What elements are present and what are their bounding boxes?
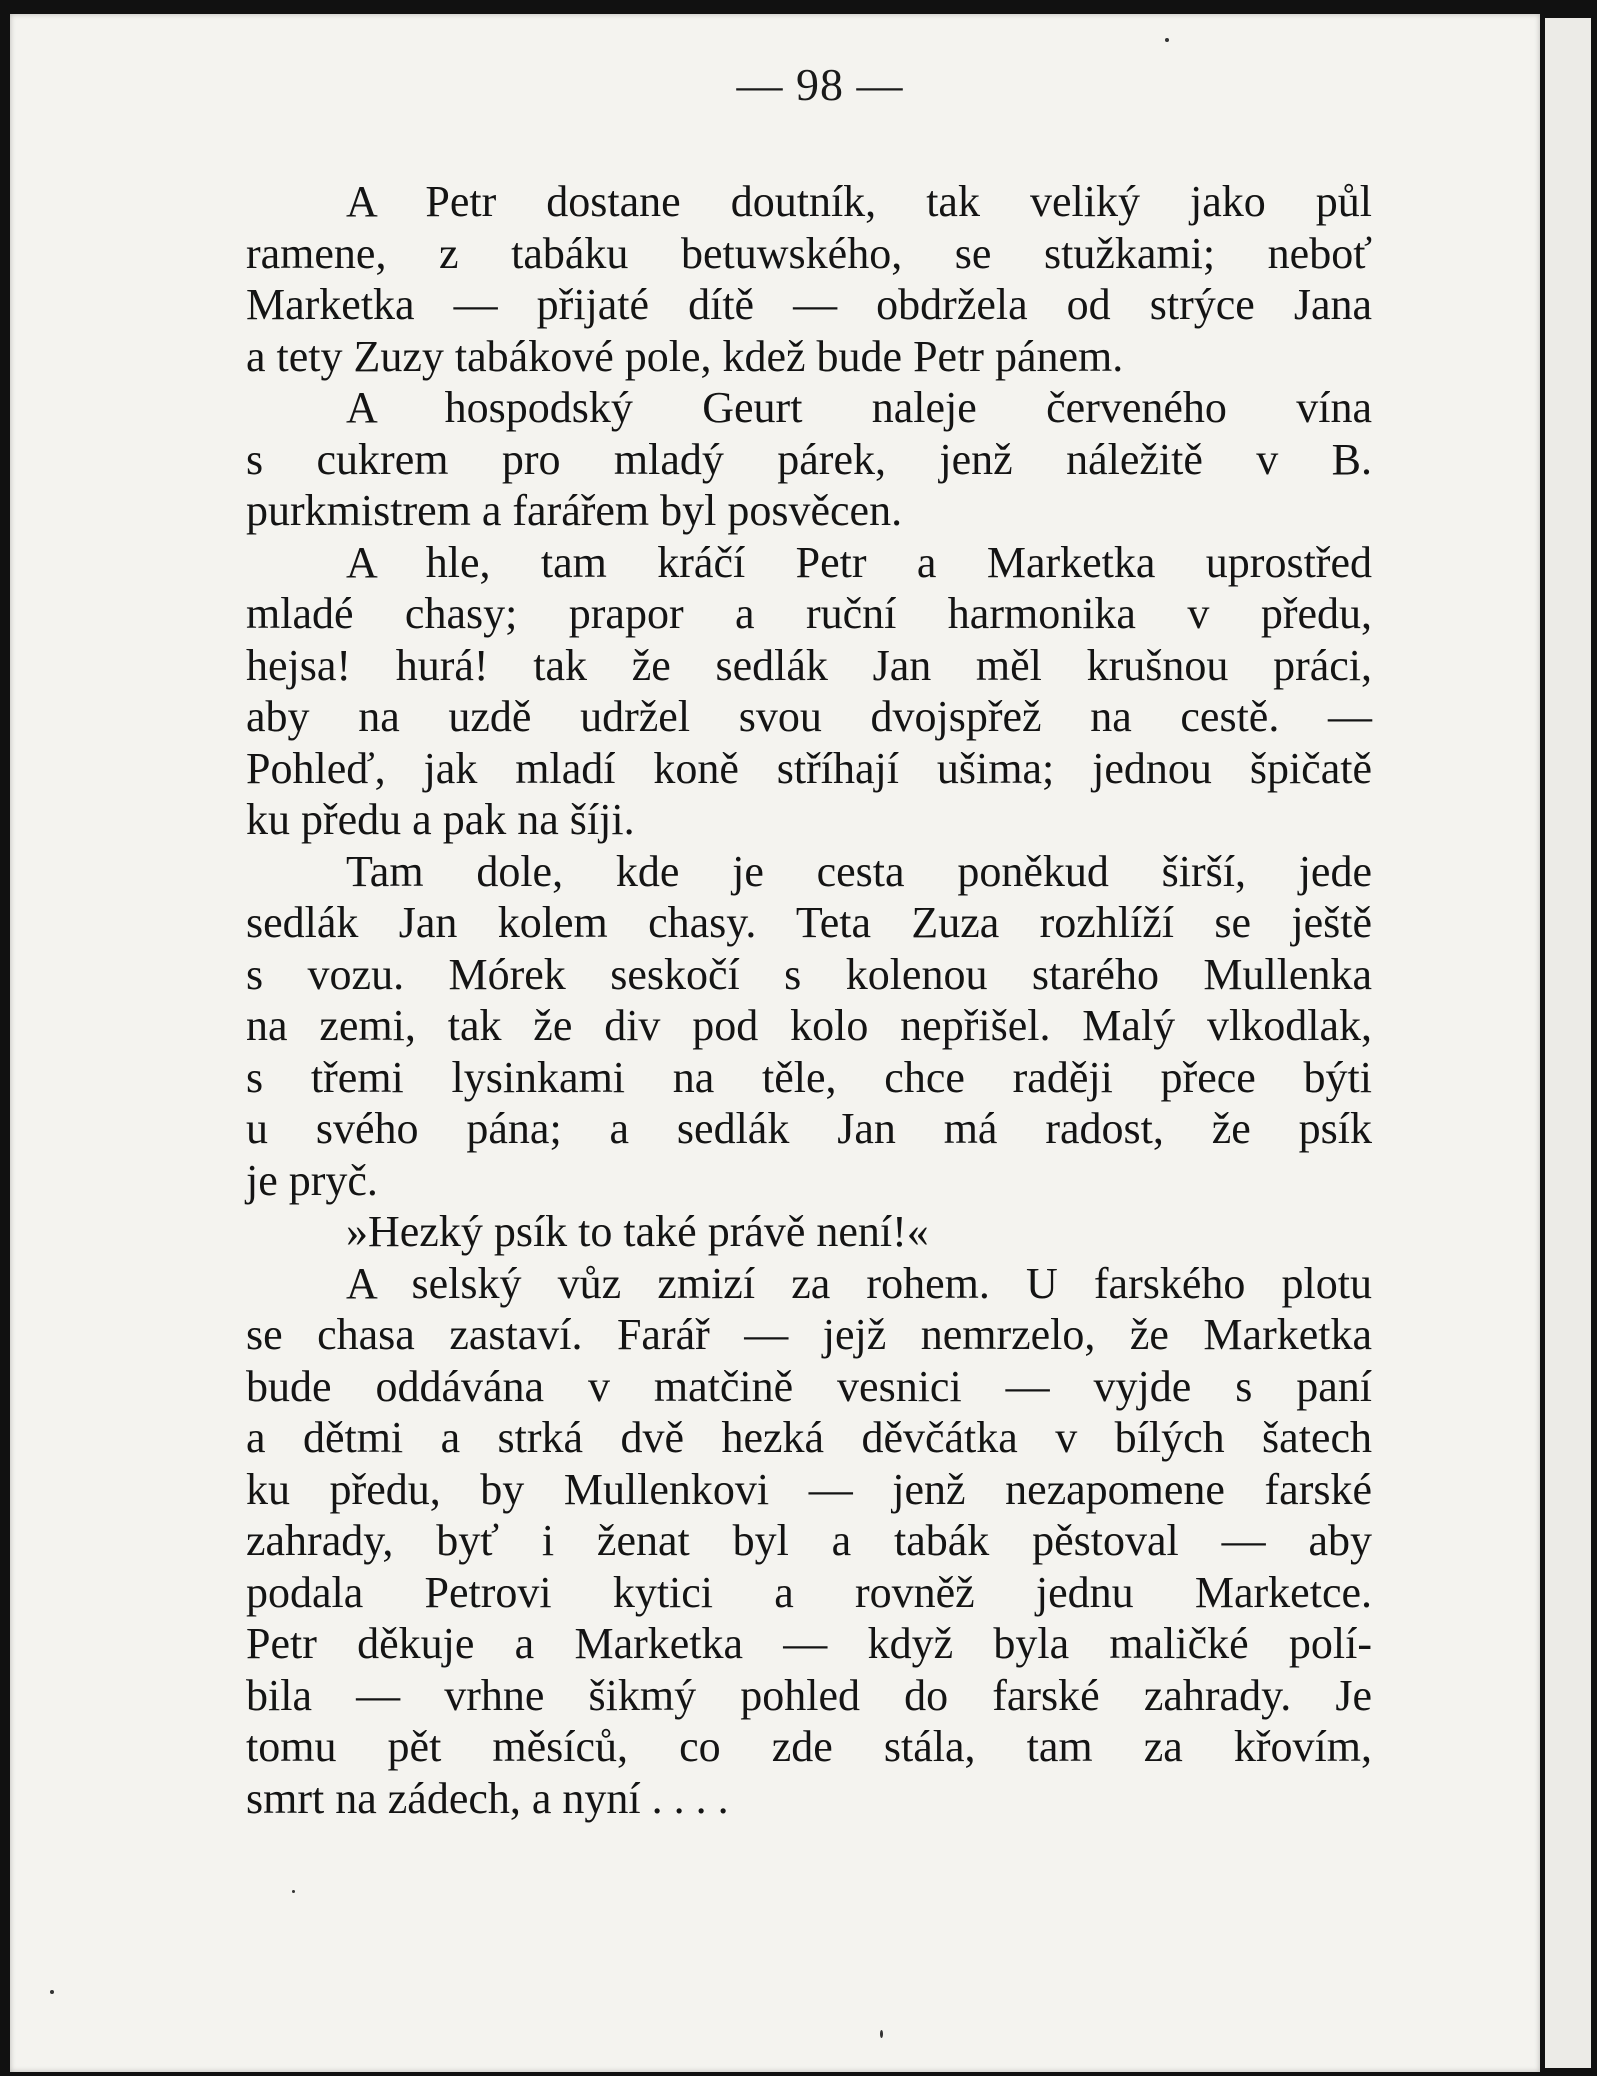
text-line: ramene, z tabáku betuwského, se stužkami; neboť — [246, 228, 1372, 278]
text-line: zahrady, byť i ženat byl a tabák pěstoval — aby — [246, 1516, 1372, 1565]
text-line: aby na uzdě udržel svou dvojspřež na cestě. — — [246, 692, 1372, 741]
text-line: s třemi lysinkami na těle, chce raději přece býti — [246, 1052, 1372, 1102]
text-line: u svého pána; a sedlák Jan má radost, že psík — [246, 1104, 1372, 1153]
text-line: A hospodský Geurt naleje červeného vína — [346, 383, 1372, 432]
dust-speck — [50, 1990, 54, 1994]
dust-speck — [292, 1890, 295, 1893]
text-line: Petr děkuje a Marketka — když byla maličké polí- — [246, 1619, 1372, 1668]
text-line: a dětmi a strká dvě hezká děvčátka v bílých šatech — [246, 1413, 1372, 1462]
text-line: Pohleď, jak mladí koně stříhají ušima; jednou špičatě — [246, 743, 1372, 793]
dust-speck — [880, 2030, 883, 2038]
text-line: s cukrem pro mladý párek, jenž náležitě v B. — [246, 434, 1372, 484]
page-number: — 98 — — [736, 59, 904, 110]
text-line: purkmistrem a farářem byl posvěcen. — [246, 486, 903, 535]
text-line: sedlák Jan kolem chasy. Teta Zuza rozhlíží se ještě — [246, 898, 1372, 947]
text-line: s vozu. Mórek seskočí s kolenou starého Mullenka — [246, 949, 1372, 999]
body-text — [246, 176, 1372, 1824]
text-line: ku předu, by Mullenkovi — jenž nezapomene farské — [246, 1464, 1372, 1514]
text-line: na zemi, tak že div pod kolo nepřišel. Malý vlkodlak, — [246, 1001, 1372, 1050]
text-line: smrt na zádech, a nyní . . . . — [246, 1773, 729, 1823]
text-line: A Petr dostane doutník, tak veliký jako půl — [346, 177, 1372, 226]
text-line: se chasa zastaví. Farář — jejž nemrzelo, že Marketka — [246, 1310, 1372, 1359]
text-line: ku předu a pak na šíji. — [246, 795, 635, 844]
text-line: Tam dole, kde je cesta poněkud širší, jede — [346, 846, 1372, 896]
text-line: A hle, tam kráčí Petr a Marketka uprostřed — [346, 537, 1372, 587]
text-line: je pryč. — [246, 1155, 378, 1205]
text-line: hejsa! hurá! tak že sedlák Jan měl krušnou práci, — [246, 640, 1372, 690]
text-line: bila — vrhne šikmý pohled do farské zahrady. Je — [246, 1670, 1372, 1720]
text-line: tomu pět měsíců, co zde stála, tam za křovím, — [246, 1722, 1372, 1771]
text-line: mladé chasy; prapor a ruční harmonika v předu, — [246, 589, 1372, 638]
text-line: A selský vůz zmizí za rohem. U farského plotu — [346, 1258, 1372, 1308]
text-line: a tety Zuzy tabákové pole, kdež bude Petr pánem. — [246, 331, 1124, 381]
text-line: »Hezký psík to také právě není!« — [346, 1207, 929, 1256]
next-page-edge — [1545, 18, 1591, 2068]
text-line: Marketka — přijaté dítě — obdržela od strýce Jana — [246, 280, 1372, 329]
dust-speck — [1165, 38, 1169, 42]
text-line: podala Petrovi kytici a rovněž jednu Marketce. — [246, 1567, 1372, 1617]
text-line: bude oddávána v matčině vesnici — vyjde s paní — [246, 1361, 1372, 1411]
